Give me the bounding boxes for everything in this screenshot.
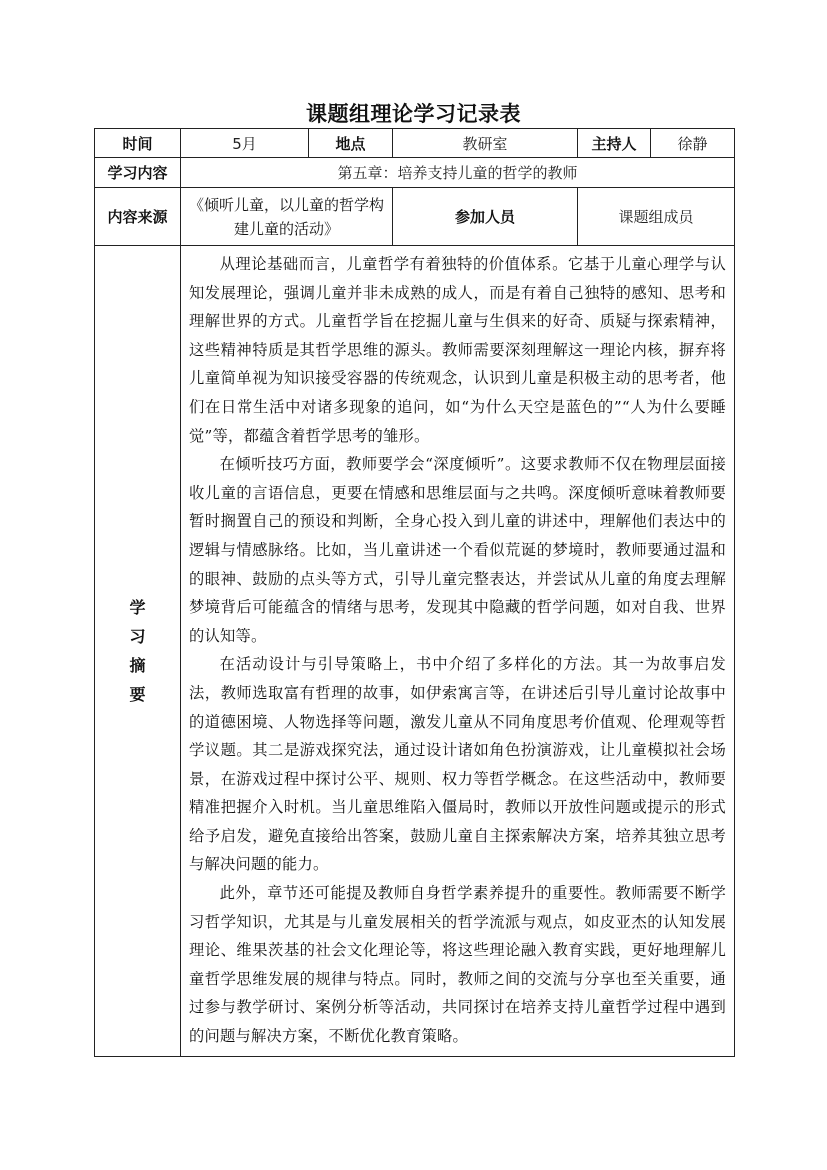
content-row (95, 158, 735, 188)
summary-paragraph: 从理论基础而言，儿童哲学有着独特的价值体系。它基于儿童心理学与认知发展理论，强调儿童并非未成熟的成人，而是有着自己独特的感知、思考和理解世界的方式。儿童哲学旨在挖掘儿童与生俱来的好奇、质疑与探索精神，这些精神特质是其哲学思维的源头。教师需要深刻理解这一理论内核，摒弃将儿童简单视为知识接受容器的传统观念，认识到儿童是积极主动的思考者，他们在日常生活中对诸多现象的追问，如“为什么天空是蓝色的”“人为什么要睡觉”等，都蕴含着哲学思考的雏形。 (189, 255, 726, 445)
summary-label (95, 593, 180, 709)
source-label: 内容来源 (95, 188, 181, 246)
content-value: 第五章：培养支持儿童的哲学的教师 (181, 158, 735, 188)
summary-paragraph: 此外，章节还可能提及教师自身哲学素养提升的重要性。教师需要不断学习哲学知识，尤其是与儿童发展相关的哲学流派与观点，如皮亚杰的认知发展理论、维果茨基的社会文化理论等，将这些理论融入教育实践，更好地理解儿童哲学思维发展的规律与特点。同时，教师之间的交流与分享也至关重要，通过参与教学研讨、案例分析等活动，共同探讨在培养支持儿童哲学过程中遇到的问题与解决方案，不断优化教育策略。 (189, 884, 726, 1046)
summary-text-cell (181, 246, 735, 1057)
summary-paragraph: 在活动设计与引导策略上，书中介绍了多样化的方法。其一为故事启发法，教师选取富有哲理的故事，如伊索寓言等，在讲述后引导儿童讨论故事中的道德困境、人物选择等问题，激发儿童从不同角度思考价值观、伦理观等哲学议题。其二是游戏探究法，通过设计诸如角色扮演游戏，让儿童模拟社会场景，在游戏过程中探讨公平、规则、权力等哲学概念。在这些活动中，教师要精准把握介入时机。当儿童思维陷入僵局时，教师以开放性问题或提示的形式给予启发，避免直接给出答案，鼓励儿童自主探索解决方案，培养其独立思考与解决问题的能力。 (189, 655, 726, 874)
source-row (95, 188, 735, 246)
summary-label-char: 学 (129, 598, 146, 617)
summary-label-cell (95, 246, 181, 1057)
source-cell (181, 188, 393, 246)
summary-label-char: 要 (129, 685, 146, 704)
content-label: 学习内容 (95, 158, 181, 188)
summary-label-char: 摘 (129, 656, 146, 675)
time-value: 5月 (181, 129, 309, 158)
record-table (94, 128, 735, 1057)
participants-label: 参加人员 (454, 208, 515, 226)
header-row (95, 129, 735, 158)
source-value: 《倾听儿童，以儿童的哲学构建儿童的活动》 (189, 195, 385, 238)
time-label: 时间 (95, 129, 181, 158)
host-value: 徐静 (651, 129, 735, 158)
host-label: 主持人 (578, 129, 651, 158)
summary-row (95, 246, 735, 1057)
place-value: 教研室 (393, 129, 578, 158)
summary-paragraph: 在倾听技巧方面，教师要学会“深度倾听”。这要求教师不仅在物理层面接收儿童的言语信息，更要在情感和思维层面与之共鸣。深度倾听意味着教师要暂时搁置自己的预设和判断，全身心投入到儿童的讲述中，理解他们表达中的逻辑与情感脉络。比如，当儿童讲述一个看似荒诞的梦境时，教师要通过温和的眼神、鼓励的点头等方式，引导儿童完整表达，并尝试从儿童的角度去理解梦境背后可能蕴含的情绪与思考，发现其中隐藏的哲学问题，如对自我、世界的认知等。 (189, 455, 726, 645)
document-title: 课题组理论学习记录表 (306, 101, 521, 126)
place-label: 地点 (309, 129, 393, 158)
participants-label-cell (393, 188, 578, 246)
summary-label-char: 习 (129, 627, 146, 646)
participants-value: 课题组成员 (578, 188, 735, 246)
